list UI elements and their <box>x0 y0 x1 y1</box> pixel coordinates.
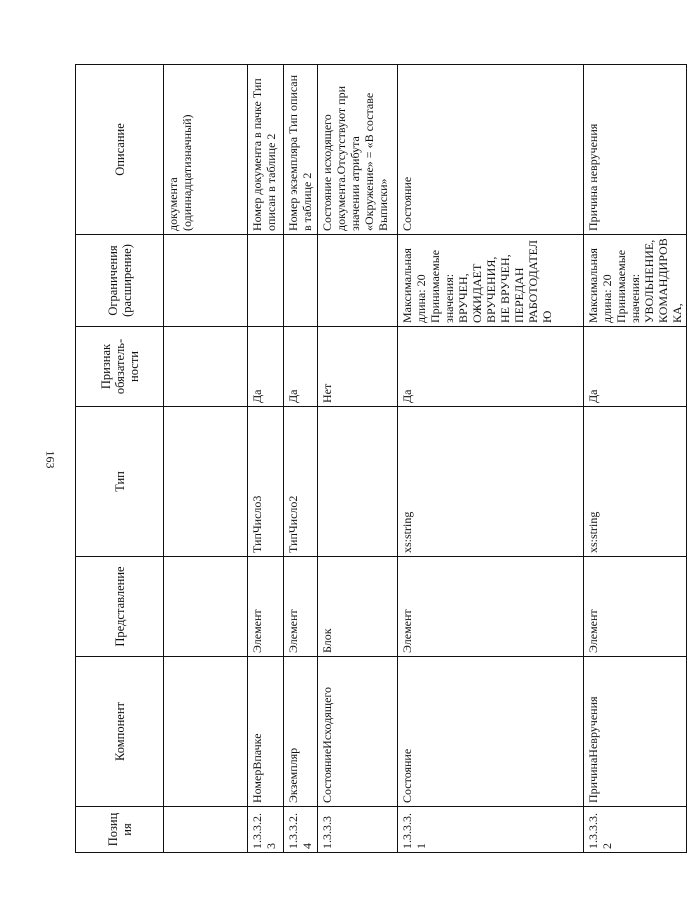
table-row <box>318 65 398 853</box>
cell-position: 1.3.3.3.1 <box>398 807 584 853</box>
cell-limits <box>284 235 318 327</box>
cell-representation <box>164 557 248 657</box>
cell-position: 1.3.3.3 <box>318 807 398 853</box>
table-row <box>398 65 584 853</box>
cell-representation: Блок <box>318 557 398 657</box>
table-row <box>164 65 248 853</box>
header-component: Компонент <box>76 657 164 807</box>
table-row <box>284 65 318 853</box>
cell-position: 1.3.3.2.4 <box>284 807 318 853</box>
header-position: Позиция <box>76 807 164 853</box>
cell-required: Да <box>284 327 318 407</box>
specification-table <box>75 64 687 853</box>
cell-required <box>164 327 248 407</box>
cell-limits <box>164 235 248 327</box>
cell-type <box>318 407 398 557</box>
header-required: Признак обязатель-ности <box>76 327 164 407</box>
cell-representation: Элемент <box>248 557 284 657</box>
cell-description: Номер документа в пачке Тип описан в таблице 2 <box>248 65 284 235</box>
cell-description: документа (одиннадцатизначный) <box>164 65 248 235</box>
cell-type: ТипЧисло3 <box>248 407 284 557</box>
cell-representation: Элемент <box>584 557 687 657</box>
cell-limits: Максимальная длина: 20 Принимаемые значения: ВРУЧЕН, ОЖИДАЕТ ВРУЧЕНИЯ, НЕ ВРУЧЕН, ПЕРЕДАН РАБОТОДАТЕЛЮ <box>398 235 584 327</box>
header-limits: Ограничения (расширение) <box>76 235 164 327</box>
header-description: Описание <box>76 65 164 235</box>
cell-representation: Элемент <box>398 557 584 657</box>
cell-component: Состояние <box>398 657 584 807</box>
rotated-table-container <box>75 65 684 853</box>
cell-limits <box>248 235 284 327</box>
cell-type: xs:string <box>584 407 687 557</box>
page-number: 163 <box>43 450 58 469</box>
cell-required: Да <box>398 327 584 407</box>
cell-component: СостояниеИсходящего <box>318 657 398 807</box>
cell-description: Состояние исходящего документа.Отсутствуют при значении атрибута «Окружение» = «В составе Выписки» <box>318 65 398 235</box>
cell-type: ТипЧисло2 <box>284 407 318 557</box>
cell-type: xs:string <box>398 407 584 557</box>
cell-type <box>164 407 248 557</box>
cell-position: 1.3.3.3.2 <box>584 807 687 853</box>
cell-representation: Элемент <box>284 557 318 657</box>
cell-position: 1.3.3.2.3 <box>248 807 284 853</box>
cell-component <box>164 657 248 807</box>
table-row <box>248 65 284 853</box>
cell-required: Да <box>584 327 687 407</box>
cell-description: Причина невручения <box>584 65 687 235</box>
cell-description: Номер экземпляра Тип описан в таблице 2 <box>284 65 318 235</box>
cell-limits <box>318 235 398 327</box>
table-header-row <box>76 65 164 853</box>
header-type: Тип <box>76 407 164 557</box>
cell-component: Экземпляр <box>284 657 318 807</box>
header-representation: Представление <box>76 557 164 657</box>
table-row <box>584 65 687 853</box>
cell-required: Нет <box>318 327 398 407</box>
cell-component: ПричинаНевручения <box>584 657 687 807</box>
cell-description: Состояние <box>398 65 584 235</box>
cell-position <box>164 807 248 853</box>
cell-limits: Максимальная длина: 20 Принимаемые значения: УВОЛЬНЕНИЕ, КОМАНДИРОВКА, <box>584 235 687 327</box>
cell-component: НомерВпачке <box>248 657 284 807</box>
cell-required: Да <box>248 327 284 407</box>
